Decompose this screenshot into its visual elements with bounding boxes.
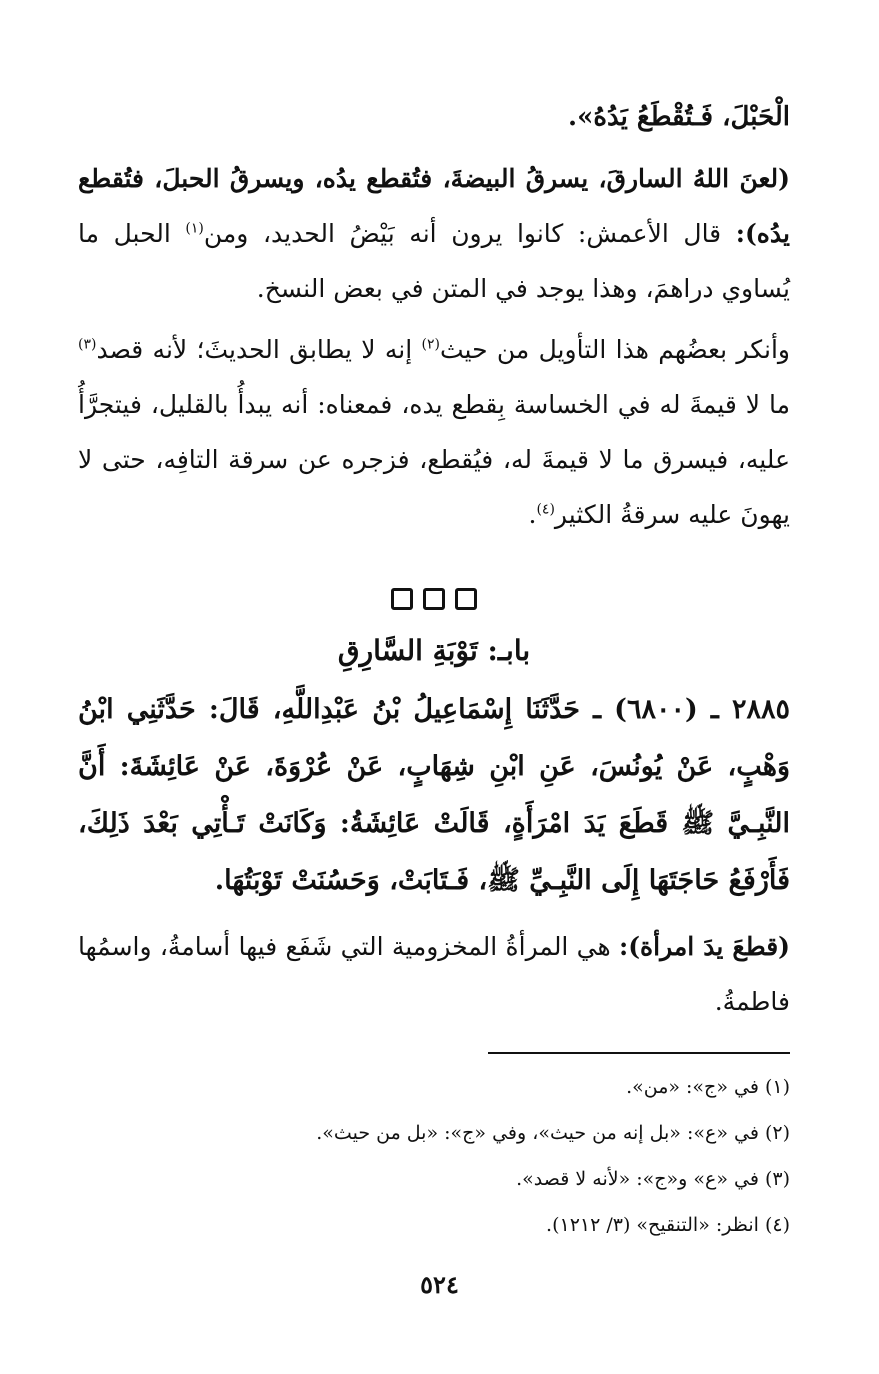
commentary-paragraph-3 [78,919,790,1029]
square-ornament-icon [455,588,477,610]
footnote-3: (٣) في «ع» و«ج»: «لأنه لا قصد». [516,1168,790,1190]
paragraph-text: قال الأعمش: كانوا يرون أنه بَيْضُ الحديد، ومن [203,219,736,248]
footnote-ref-4[interactable]: (٤) [536,501,555,518]
footnote-ref-3[interactable]: (٣) [78,336,97,353]
footnotes [78,1064,790,1248]
square-ornament-icon [391,588,413,610]
footnote-2: (٢) في «ع»: «بل إنه من حيث»، وفي «ج»: «بل من حيث». [316,1122,790,1144]
paragraph-text: . [528,500,537,529]
paragraph-text: هي المرأةُ المخزومية التي شَفَع فيها أسامةُ، واسمُها فاطمةُ. [78,932,790,1016]
footnote-ref-2[interactable]: (٢) [421,336,440,353]
paragraph-text: وأنكر بعضُهم هذا التأويل من حيث [440,335,790,364]
section-divider [78,582,790,616]
paragraph-text: الحبل ما يُساوي دراهمَ، وهذا يوجد في المتن في بعض النسخ. [78,219,790,303]
paragraph-text: إنه لا يطابق الحديثَ؛ لأنه قصد [96,335,422,364]
page-number: ٥٢٤ [420,1270,459,1299]
footnote-ref-1[interactable]: (١) [185,220,204,237]
commentary-paragraph-1 [78,151,790,316]
chapter-title: بابـ: تَوْبَةِ السَّارِقِ [337,634,531,667]
footnote-separator [488,1052,790,1054]
page-body [78,90,790,1029]
commentary-paragraph-2 [78,322,790,542]
quoted-text: (لعنَ اللهُ السارقَ، يسرقُ البيضةَ، فتُقطع يدُه، ويسرقُ الحبلَ، فتُقطع يدُه): [78,164,790,248]
footnote-4: (٤) انظر: «التنقيح» (٣/ ١٢١٢). [546,1214,790,1236]
footnote-1: (١) في «ج»: «من». [626,1076,790,1098]
paragraph-text: ما لا قيمةَ له في الخساسة بِقطع يده، فمعناه: أنه يبدأُ بالقليل، فيتجرَّأُ عليه، فيسرق ما لا قيمةَ له، فيُقطع، فزجره عن سرقة التافِه، حتى لا يهونَ عليه سرقةُ الكثير [78,390,790,529]
quoted-text: (قطعَ يدَ امرأة): [618,932,790,961]
hadith-fragment: الْحَبْلَ، فَـتُقْطَعُ يَدُهُ». [568,102,790,132]
hadith-text: ٢٨٨٥ ـ (٦٨٠٠) ـ حَدَّثَنَا إِسْمَاعِيلُ بْنُ عَبْدِاللَّهِ، قَالَ: حَدَّثَنِي ابْنُ وَهْبٍ، عَنْ يُونُسَ، عَنِ ابْنِ شِهَابٍ، عَنْ عُرْوَةَ، عَنْ عَائِشَةَ: أَنَّ النَّبِـيَّ ﷺ قَطَعَ يَدَ امْرَأَةٍ، قَالَتْ عَائِشَةُ: وَكَانَتْ تَـأْتِي بَعْدَ ذَلِكَ، فَأَرْفَعُ حَاجَتَهَا إِلَى النَّبِـيِّ ﷺ، فَـتَابَتْ، وَحَسُنَتْ تَوْبَتُهَا. [78,694,790,896]
square-ornament-icon [423,588,445,610]
